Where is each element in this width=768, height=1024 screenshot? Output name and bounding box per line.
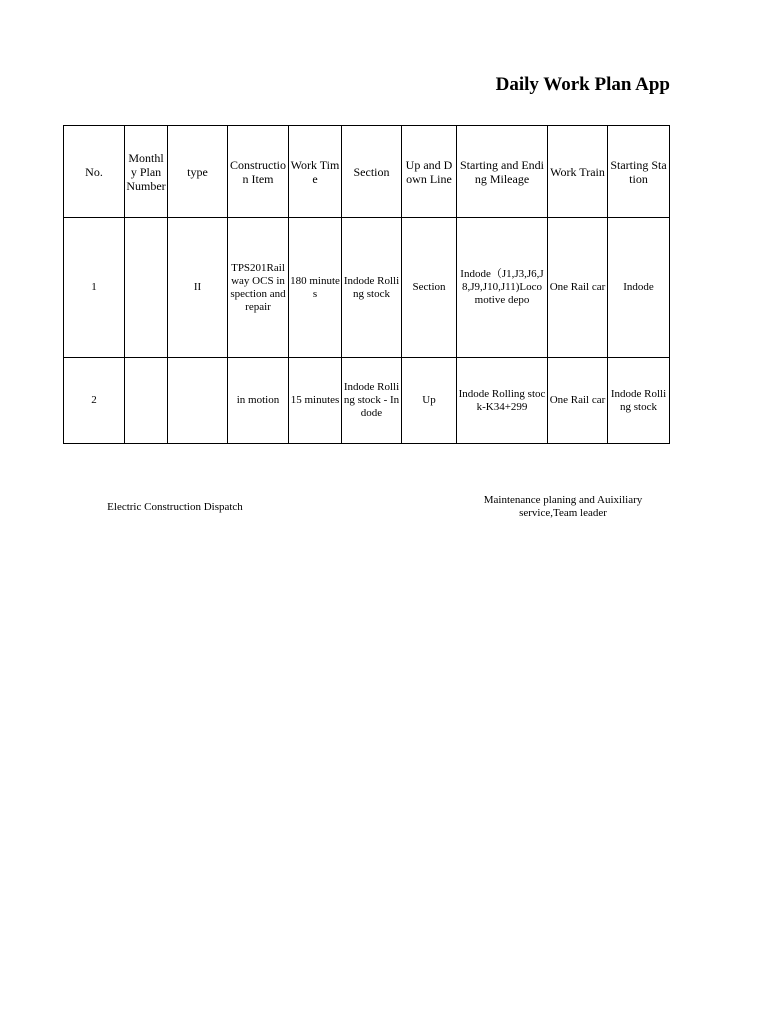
cell-mileage: Indode（J1,J3,J6,J8,J9,J10,J11)Locomotive depo [457, 218, 548, 358]
header-work-time: Work Time [289, 126, 342, 218]
cell-construction-item: TPS201Railway OCS inspection and repair [228, 218, 289, 358]
cell-starting-station: Indode [608, 218, 670, 358]
cell-mileage: Indode Rolling stock-K34+299 [457, 358, 548, 444]
cell-section: Indode Rolling stock - Indode [342, 358, 402, 444]
header-mileage: Starting and Ending Mileage [457, 126, 548, 218]
header-no: No. [64, 126, 125, 218]
cell-up-down-line: Up [402, 358, 457, 444]
work-plan-table [63, 125, 670, 444]
cell-no: 2 [64, 358, 125, 444]
cell-monthly-plan-number [125, 358, 168, 444]
header-work-train: Work Train [548, 126, 608, 218]
table-row [64, 358, 670, 444]
page-title: Daily Work Plan App [495, 74, 670, 95]
table-header-row [64, 126, 670, 218]
header-up-down-line: Up and Down Line [402, 126, 457, 218]
cell-monthly-plan-number [125, 218, 168, 358]
header-monthly-plan-number: Monthly Plan Number [125, 126, 168, 218]
header-starting-station: Starting Station [608, 126, 670, 218]
cell-work-train: One Rail car [548, 218, 608, 358]
header-construction-item: Construction Item [228, 126, 289, 218]
signature-maintenance-team-leader: Maintenance planing and Auixiliary service,Team leader [483, 494, 643, 519]
cell-work-train: One Rail car [548, 358, 608, 444]
header-type: type [168, 126, 228, 218]
cell-no: 1 [64, 218, 125, 358]
cell-work-time: 180 minutes [289, 218, 342, 358]
cell-up-down-line: Section [402, 218, 457, 358]
table-row [64, 218, 670, 358]
cell-type [168, 358, 228, 444]
header-section: Section [342, 126, 402, 218]
signature-electric-construction-dispatch: Electric Construction Dispatch [107, 501, 243, 513]
cell-type: II [168, 218, 228, 358]
cell-work-time: 15 minutes [289, 358, 342, 444]
cell-construction-item: in motion [228, 358, 289, 444]
cell-section: Indode Rolling stock [342, 218, 402, 358]
cell-starting-station: Indode Rolling stock [608, 358, 670, 444]
